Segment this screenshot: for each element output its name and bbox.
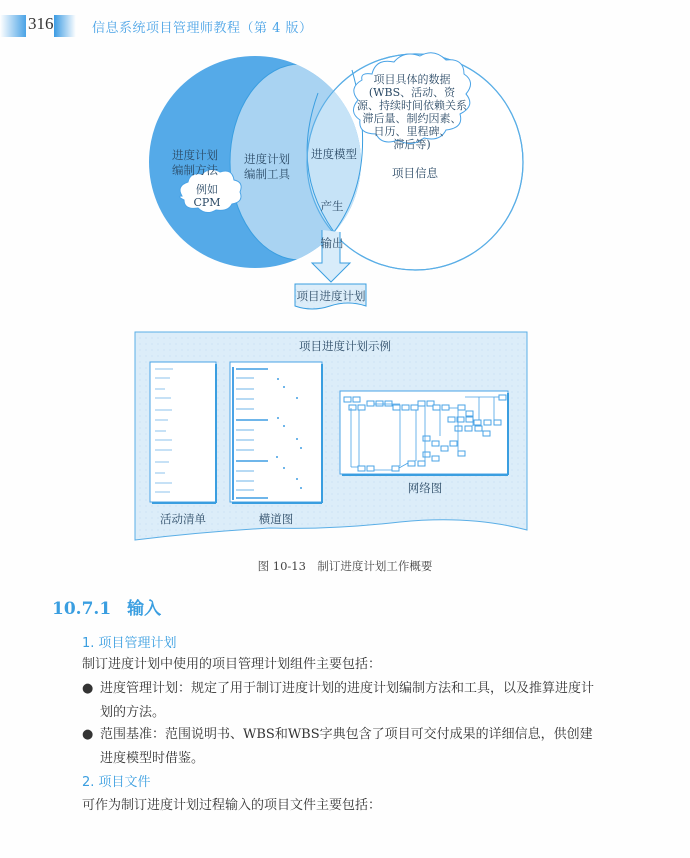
bullet-text-line1: 范围基准：范围说明书、WBS和WBS字典包含了项目可交付成果的详细信息，供创建 <box>100 727 593 742</box>
section-heading <box>52 594 161 619</box>
book-title: 信息系统项目管理师教程（第 4 版） <box>92 21 313 36</box>
project-data-line: 源、持续时间依赖关系 <box>357 99 467 112</box>
label-activity-list: 活动清单 <box>160 512 206 526</box>
label-produce: 产生 <box>320 199 344 213</box>
project-data-line: 日历、里程碑、 <box>373 125 451 138</box>
bullet-text-line2: 划的方法。 <box>100 705 166 720</box>
scheduling-method-line1: 进度计划 <box>172 148 218 162</box>
project-data-line: 滞后量、制约因素、 <box>362 112 462 125</box>
project-data-line: 项目具体的数据 <box>373 73 451 86</box>
label-schedule-model: 进度模型 <box>311 147 357 161</box>
label-output: 输出 <box>320 236 344 250</box>
label-gantt-chart: 横道图 <box>258 512 294 526</box>
cpm-cloud-line1: 例如 <box>196 183 218 196</box>
label-network-diagram: 网络图 <box>407 481 443 495</box>
bullet-item <box>82 723 622 771</box>
subsection-heading-1: 1. 项目管理计划 <box>82 636 177 651</box>
section-number: 10.7.1 <box>52 599 112 619</box>
label-scheduling-method <box>160 148 230 178</box>
cloud-cpm-example <box>180 183 234 209</box>
cpm-cloud-line2: CPM <box>193 196 221 209</box>
bullet-text-line2: 进度模型时借鉴。 <box>100 751 205 766</box>
bullet-item <box>82 677 622 725</box>
project-data-line: 滞后等) <box>393 138 431 151</box>
subsection-2-intro: 可作为制订进度计划过程输入的项目文件主要包括： <box>82 798 382 813</box>
bullet-text-line1: 进度管理计划：规定了用于制订进度计划的进度计划编制方法和工具，以及推算进度计 <box>100 681 595 696</box>
subsection-1-intro: 制订进度计划中使用的项目管理计划组件主要包括： <box>82 657 382 672</box>
label-project-schedule: 项目进度计划 <box>296 289 366 303</box>
cloud-project-data <box>350 73 474 151</box>
bullet-icon: ● <box>82 681 94 696</box>
scheduling-method-line2: 编制方法 <box>172 163 218 177</box>
section-title: 输入 <box>127 599 162 619</box>
figure-caption: 图 10-13 制订进度计划工作概要 <box>257 559 433 573</box>
subsection-heading-2: 2. 项目文件 <box>82 775 151 790</box>
label-scheduling-tool <box>232 152 302 182</box>
project-data-line: (WBS、活动、资 <box>368 86 456 99</box>
label-project-info: 项目信息 <box>392 166 438 180</box>
page-number: 316 <box>28 14 54 33</box>
scheduling-tool-line2: 编制工具 <box>244 167 290 181</box>
scheduling-tool-line1: 进度计划 <box>244 152 290 166</box>
example-panel-title: 项目进度计划示例 <box>299 339 391 353</box>
bullet-icon: ● <box>82 727 94 742</box>
